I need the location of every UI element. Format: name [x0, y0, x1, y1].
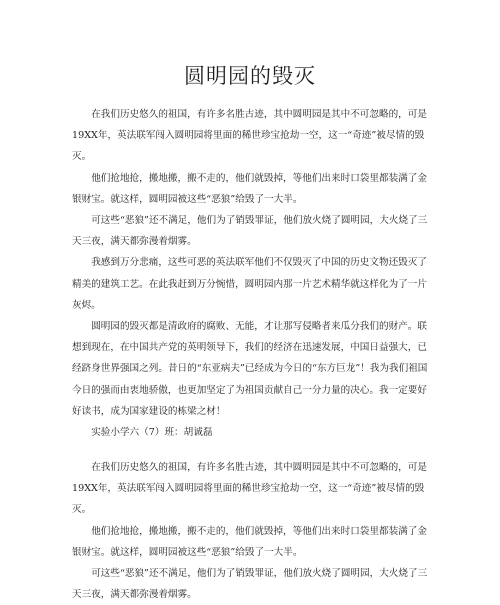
essay-section-1 [72, 104, 434, 443]
paragraph: 可这些“恶狼”还不满足，他们为了销毁罪证，他们放火烧了圆明园，大火烧了三天三夜，满天都弥漫着烟雾。 [72, 568, 428, 601]
paragraph: 他们抢地抢，搬地搬，搬不走的，他们就毁掉，等他们出来时口袋里都装满了金银财宝。就这样，圆明园被这些“恶狼”给毁了一大半。 [72, 525, 427, 558]
essay-section-2 [72, 457, 434, 605]
page-title: 圆明园的毁灭 [184, 64, 316, 88]
paragraph: 我感到万分悲痛，这些可恶的英法联军他们不仅毁灭了中国的历史文物还毁灭了精美的建筑工艺。在此我赶到万分惋惜，圆明园内那一片艺术精华就这样化为了一片灰烬。 [72, 257, 427, 311]
paragraph: 可这些“恶狼”还不满足，他们为了销毁罪证，他们放火烧了圆明园，大火烧了三天三夜，满天都弥漫着烟雾。 [72, 215, 428, 248]
paragraph: 他们抢地抢，搬地搬，搬不走的，他们就毁掉，等他们出来时口袋里都装满了金银财宝。就这样，圆明园被这些“恶狼”给毁了一大半。 [72, 172, 427, 205]
paragraph: 在我们历史悠久的祖国，有许多名胜古迹，其中圆明园是其中不可忽略的，可是19XX年，英法联军闯入圆明园将里面的稀世珍宝抢劫一空，这一“奇迹”被尽情的毁灭。 [72, 462, 427, 516]
author-signature: 实验小学六（7）班：胡诚磊 [91, 427, 213, 439]
paragraph: 圆明园的毁灭都是清政府的腐败、无能，才让那写侵略者来瓜分我们的财产。联想到现在，在中国共产党的英明领导下，我们的经济在迅速发展，中国日益强大，已经跻身世界强国之列。昔日的“东亚病夫”已经成为今日的“东方巨龙”！我为我们祖国今日的强而由衷地骄傲，也更加坚定了为祖国贡献自己一分力量的决心。我一定要好好读书，成为国家建设的栋梁之材！ [72, 321, 428, 417]
paragraph: 在我们历史悠久的祖国，有许多名胜古迹，其中圆明园是其中不可忽略的，可是19XX年，英法联军闯入圆明园将里面的稀世珍宝抢劫一空，这一“奇迹”被尽情的毁灭。 [72, 109, 427, 163]
